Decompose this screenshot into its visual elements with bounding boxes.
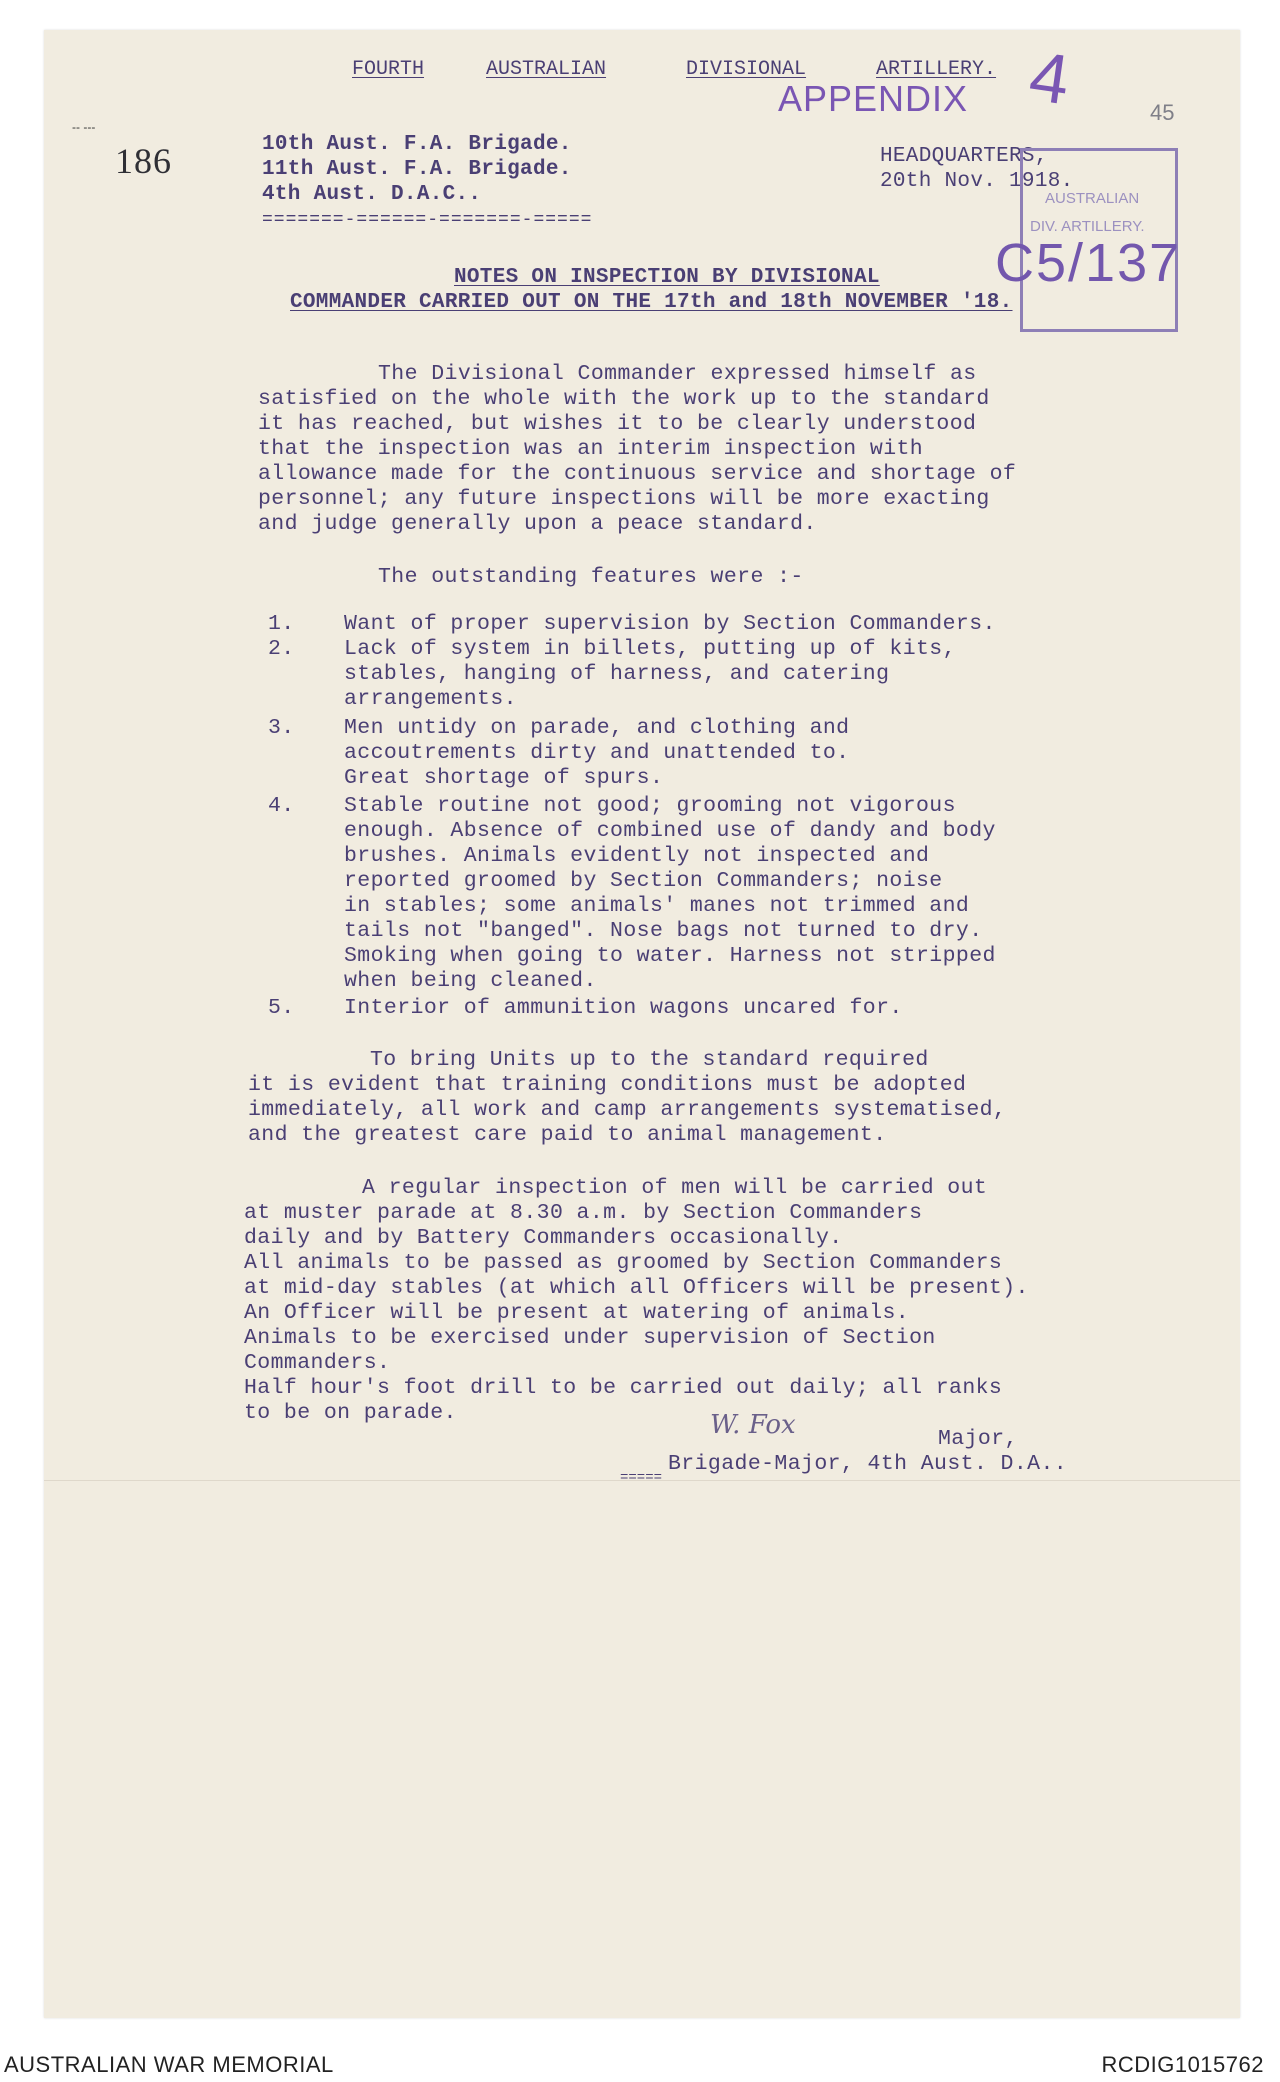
date: 20th Nov. 1918. bbox=[880, 170, 1074, 193]
margin-number: 186 bbox=[115, 141, 172, 181]
registry-reference: C5/137 bbox=[995, 233, 1182, 293]
orders-line-9: Half hour's foot drill to be carried out daily; all ranks bbox=[244, 1376, 1003, 1400]
item-number-1: 1. bbox=[268, 612, 295, 636]
title-line-1: NOTES ON INSPECTION BY DIVISIONAL bbox=[454, 266, 880, 289]
footer-institution: AUSTRALIAN WAR MEMORIAL bbox=[4, 2052, 334, 2077]
standard-line-4: and the greatest care paid to animal management. bbox=[248, 1123, 887, 1147]
addressee-10th-bde: 10th Aust. F.A. Brigade. bbox=[262, 133, 572, 156]
item-3-line-1: Men untidy on parade, and clothing and bbox=[344, 716, 850, 740]
intro-line-3: it has reached, but wishes it to be clearly understood bbox=[258, 412, 977, 436]
item-4-line-4: reported groomed by Section Commanders; noise bbox=[344, 869, 943, 893]
closing-rule: ===== bbox=[620, 1470, 663, 1486]
item-number-5: 5. bbox=[268, 996, 295, 1020]
item-1-line-1: Want of proper supervision by Section Commanders. bbox=[344, 612, 996, 636]
header-word-1: FOURTH bbox=[352, 58, 425, 81]
appendix-stamp: APPENDIX bbox=[778, 78, 969, 119]
item-number-2: 2. bbox=[268, 637, 295, 661]
intro-line-5: allowance made for the continuous service and shortage of bbox=[258, 462, 1017, 486]
standard-line-3: immediately, all work and camp arrangements systematised, bbox=[248, 1098, 1007, 1122]
item-number-3: 3. bbox=[268, 716, 295, 740]
item-4-line-7: Smoking when going to water. Harness not stripped bbox=[344, 944, 996, 968]
item-3-line-2: accoutrements dirty and unattended to. bbox=[344, 741, 850, 765]
item-4-line-1: Stable routine not good; grooming not vigorous bbox=[344, 794, 956, 818]
header-word-2: AUSTRALIAN bbox=[486, 58, 607, 81]
item-3-line-3: Great shortage of spurs. bbox=[344, 766, 664, 790]
signature: W. Fox bbox=[710, 1410, 796, 1440]
item-2-line-1: Lack of system in billets, putting up of kits, bbox=[344, 637, 956, 661]
stamp-line-2: DIV. ARTILLERY. bbox=[1030, 218, 1145, 235]
location: HEADQUARTERS, bbox=[880, 145, 1048, 168]
item-4-line-3: brushes. Animals evidently not inspected and bbox=[344, 844, 930, 868]
title-line-2: COMMANDER CARRIED OUT ON THE 17th and 18th NOVEMBER '18. bbox=[290, 291, 1013, 314]
standard-line-1: To bring Units up to the standard required bbox=[370, 1048, 929, 1072]
item-4-line-5: in stables; some animals' manes not trimmed and bbox=[344, 894, 970, 918]
intro-line-2: satisfied on the whole with the work up to the standard bbox=[258, 387, 990, 411]
stamp-line-1: AUSTRALIAN bbox=[1045, 190, 1140, 207]
item-4-line-8: when being cleaned. bbox=[344, 969, 597, 993]
addressee-11th-bde: 11th Aust. F.A. Brigade. bbox=[262, 158, 572, 181]
item-number-4: 4. bbox=[268, 794, 295, 818]
orders-line-1: A regular inspection of men will be carried out bbox=[362, 1176, 988, 1200]
orders-line-3: daily and by Battery Commanders occasionally. bbox=[244, 1226, 843, 1250]
intro-line-4: that the inspection was an interim inspection with bbox=[258, 437, 924, 461]
item-4-line-6: tails not "banged". Nose bags not turned to dry. bbox=[344, 919, 983, 943]
features-heading: The outstanding features were :- bbox=[378, 565, 804, 589]
item-2-line-3: arrangements. bbox=[344, 687, 517, 711]
dashed-rule: =======-======-=======-===== bbox=[262, 210, 593, 230]
orders-line-10: to be on parade. bbox=[244, 1401, 457, 1425]
standard-line-2: it is evident that training conditions must be adopted bbox=[248, 1073, 967, 1097]
item-2-line-2: stables, hanging of harness, and catering bbox=[344, 662, 890, 686]
intro-line-7: and judge generally upon a peace standard. bbox=[258, 512, 817, 536]
folio-number: 45 bbox=[1150, 100, 1175, 125]
orders-line-8: Commanders. bbox=[244, 1351, 391, 1375]
orders-line-7: Animals to be exercised under supervision of Section bbox=[244, 1326, 936, 1350]
margin-scribble: -- --- bbox=[72, 120, 96, 134]
orders-line-4: All animals to be passed as groomed by Section Commanders bbox=[244, 1251, 1003, 1275]
orders-line-5: at mid-day stables (at which all Officers will be present). bbox=[244, 1276, 1029, 1300]
footer-reference: RCDIG1015762 bbox=[1101, 2052, 1264, 2077]
item-4-line-2: enough. Absence of combined use of dandy and body bbox=[344, 819, 996, 843]
header-word-4: ARTILLERY. bbox=[876, 58, 997, 81]
orders-line-2: at muster parade at 8.30 a.m. by Section Commanders bbox=[244, 1201, 923, 1225]
header-word-3: DIVISIONAL bbox=[686, 58, 807, 81]
signature-title: Brigade-Major, 4th Aust. D.A.. bbox=[668, 1452, 1068, 1476]
intro-line-1: The Divisional Commander expressed himself as bbox=[378, 362, 977, 386]
addressee-dac: 4th Aust. D.A.C.. bbox=[262, 183, 482, 206]
intro-line-6: personnel; any future inspections will be more exacting bbox=[258, 487, 990, 511]
signature-rank: Major, bbox=[938, 1427, 1018, 1451]
appendix-number: 4 bbox=[1024, 36, 1075, 120]
orders-line-6: An Officer will be present at watering of animals. bbox=[244, 1301, 910, 1325]
item-5-line-1: Interior of ammunition wagons uncared for. bbox=[344, 996, 903, 1020]
